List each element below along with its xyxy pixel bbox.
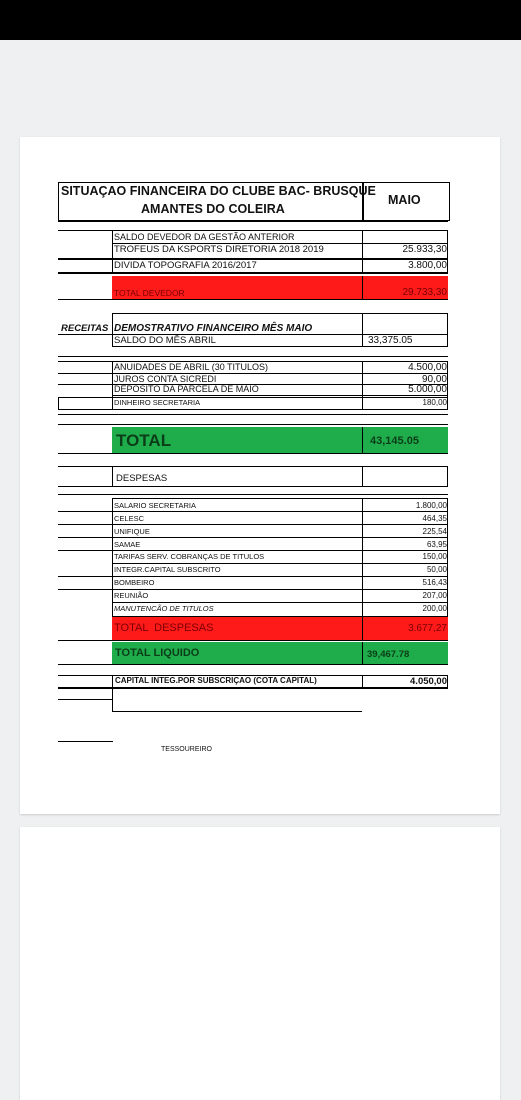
month-label: MAIO <box>388 193 421 207</box>
debt-item-value: 25.933,30 <box>402 244 447 255</box>
row-line <box>112 563 448 564</box>
row-line <box>58 453 448 454</box>
row-line <box>58 699 113 700</box>
opening-balance-value: 33,375.05 <box>368 335 413 346</box>
expense-item-label: TARIFAS SERV. COBRANÇAS DE TITULOS <box>114 552 265 561</box>
col-divider <box>112 687 113 712</box>
debt-item-value: 3.800,00 <box>408 260 447 271</box>
row-line <box>58 640 448 641</box>
signature-label: TESSOUREIRO <box>161 746 212 753</box>
row-line <box>58 299 448 300</box>
revenue-side-label: RECEITAS <box>61 323 109 334</box>
row-line <box>58 537 448 538</box>
expense-item-label: SAMAE <box>114 540 141 549</box>
expense-item-value: 200,00 <box>422 604 447 613</box>
expense-item-label: CELESC <box>114 514 145 523</box>
row-line <box>112 313 448 314</box>
col-divider <box>447 313 448 346</box>
revenue-item-value: 4.500,00 <box>408 362 447 373</box>
total-debt-label: TOTAL DEVEDOR <box>114 288 185 298</box>
revenue-item-value: 5.000,00 <box>408 384 447 395</box>
status-bar <box>0 0 521 40</box>
revenue-item-value: 90,00 <box>421 374 447 385</box>
row-line <box>58 589 448 590</box>
net-total-value: 39,467.78 <box>367 649 410 660</box>
capital-value: 4.050,00 <box>410 676 447 687</box>
expense-item-label: MANUTENCÃO DE TITULOS <box>114 604 214 613</box>
report-title-line1: SITUAÇAO FINANCEIRA DO CLUBE BAC- BRUSQUE <box>61 184 376 198</box>
revenue-item-label: ANUIDADES DE ABRIL (30 TITULOS) <box>114 362 269 372</box>
report-title-line2: AMANTES DO COLEIRA <box>141 202 285 216</box>
total-debt-value: 29.733,30 <box>402 287 447 298</box>
row-line <box>58 356 448 357</box>
expense-item-value: 50,00 <box>426 565 447 574</box>
expense-item-label: BOMBEIRO <box>114 578 155 587</box>
col-divider <box>362 617 363 640</box>
row-line <box>112 711 362 712</box>
row-line <box>58 550 448 551</box>
expense-item-label: INTEGR.CAPITAL SUBSCRITO <box>114 565 221 574</box>
row-line <box>58 424 448 425</box>
debt-item-label: DIVIDA TOPOGRAFIA 2016/2017 <box>114 260 257 271</box>
opening-balance-label: SALDO DO MÊS ABRIL <box>114 335 216 346</box>
row-line <box>58 664 448 665</box>
expense-item-value: 516,43 <box>422 578 447 587</box>
total-expenses-value: 3.677,27 <box>408 623 447 634</box>
expense-item-value: 207,00 <box>422 591 447 600</box>
row-line <box>58 511 448 512</box>
net-total-label: TOTAL LIQUIDO <box>115 647 200 659</box>
expense-heading: DESPESAS <box>116 473 168 484</box>
col-divider <box>362 276 363 299</box>
expense-item-value: 225,54 <box>422 527 447 536</box>
row-line <box>58 576 448 577</box>
row-line <box>112 395 448 396</box>
expense-item-value: 464,35 <box>422 514 447 523</box>
row-line <box>58 494 448 495</box>
col-divider <box>362 313 363 346</box>
document-page-2 <box>20 827 500 1100</box>
total-expenses-label: TOTAL DESPESAS <box>114 622 214 634</box>
col-divider <box>112 313 113 346</box>
col-divider <box>362 642 363 664</box>
capital-label: CAPITAL INTEG.POR SUBSCRIÇAO (COTA CAPITAL) <box>115 676 317 685</box>
col-divider <box>362 498 363 616</box>
row-line <box>58 272 448 274</box>
row-line <box>58 524 448 525</box>
row-line <box>112 346 448 347</box>
row-line <box>58 414 448 415</box>
row-line <box>58 486 448 487</box>
row-line <box>58 687 448 689</box>
revenue-heading: DEMOSTRATIVO FINANCEIRO MÊS MAIO <box>114 323 313 334</box>
revenue-item-label: DINHEIRO SECRETARIA <box>114 398 201 407</box>
expense-item-value: 150,00 <box>422 552 447 561</box>
col-divider <box>362 230 363 273</box>
col-divider <box>362 427 363 453</box>
expense-item-label: UNIFIQUE <box>114 527 150 536</box>
col-divider <box>362 466 363 486</box>
revenue-item-label: JUROS CONTA SICREDI <box>114 374 217 384</box>
expense-item-value: 1.800,00 <box>415 501 447 510</box>
row-line <box>112 602 448 603</box>
revenue-item-label: DEPOSITO DA PARCELA DE MAIO <box>114 384 259 394</box>
total-revenue-value: 43,145.05 <box>370 435 419 447</box>
expense-item-label: SALARIO SECRETARIA <box>114 501 196 510</box>
debt-item-label: SALDO DEVEDOR DA GESTÃO ANTERIOR <box>114 232 295 242</box>
debt-item-label: TROFEUS DA KSPORTS DIRETORIA 2018 2019 <box>114 244 324 255</box>
total-revenue-label: TOTAL <box>116 431 172 450</box>
row-line <box>58 221 448 222</box>
signature-line <box>58 741 113 742</box>
expense-item-value: 63,95 <box>426 540 447 549</box>
document-page <box>20 137 500 814</box>
revenue-item-value: 180,00 <box>422 398 447 407</box>
expense-item-label: REUNIÃO <box>114 591 149 600</box>
